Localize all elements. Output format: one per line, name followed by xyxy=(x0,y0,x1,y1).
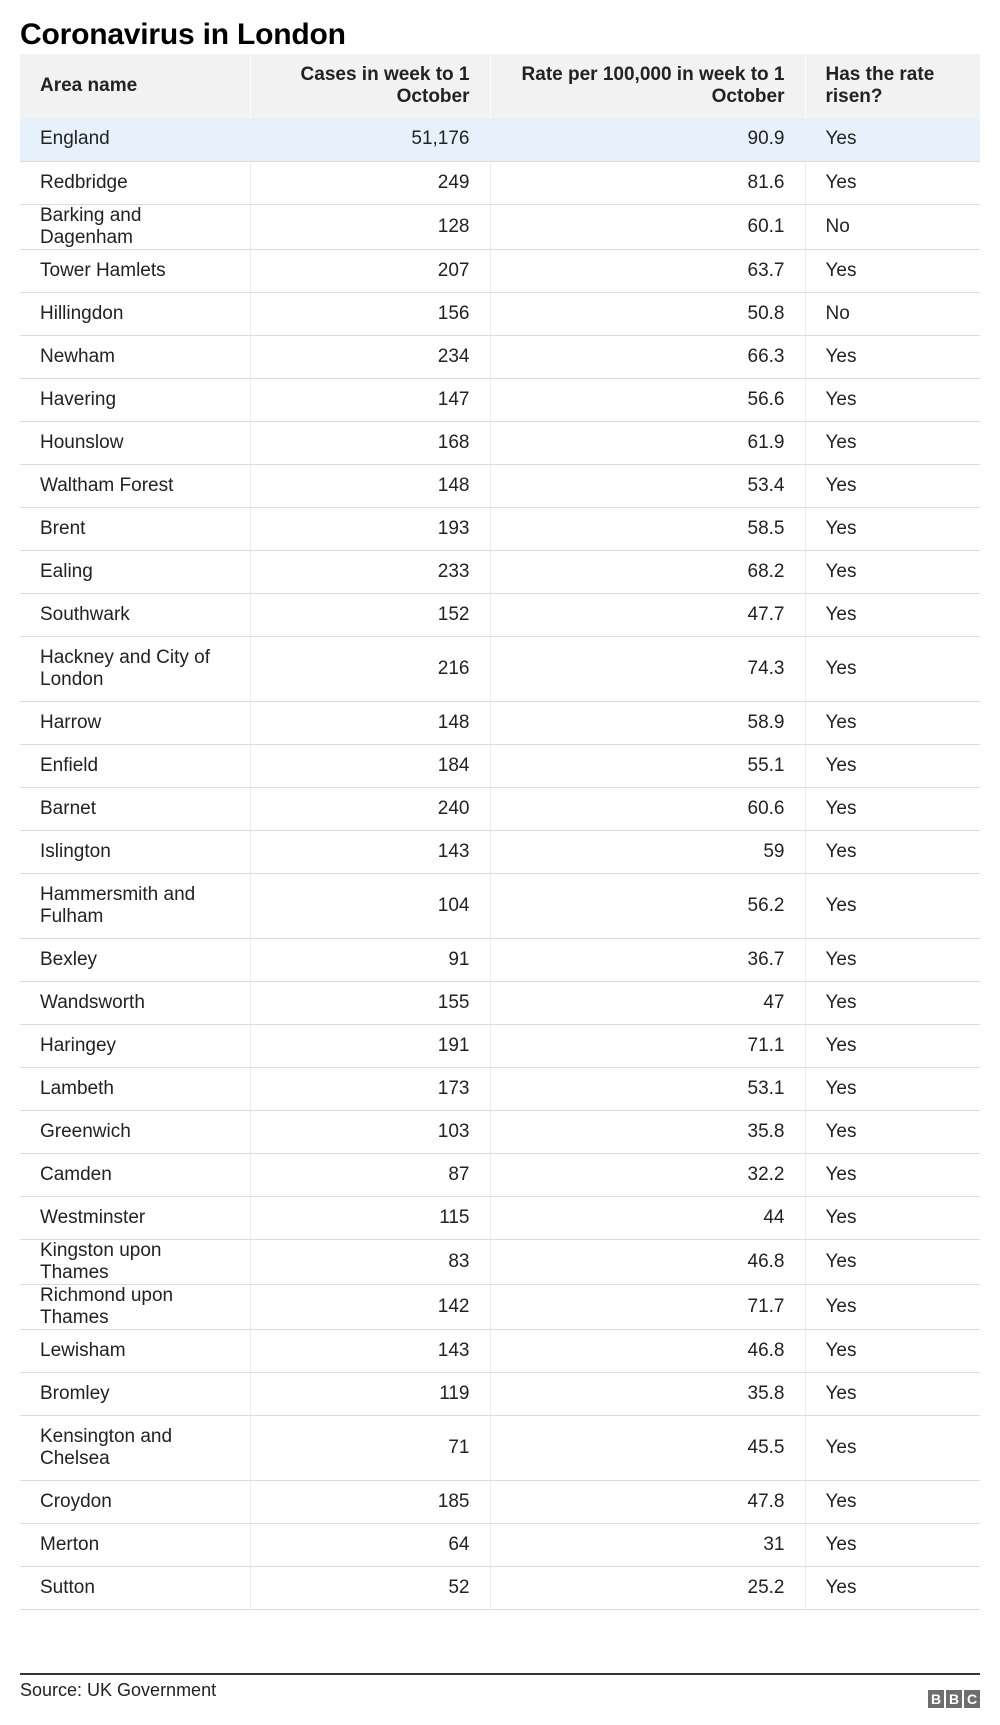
cell-cases: 143 xyxy=(250,1329,490,1372)
cell-rate-risen: Yes xyxy=(805,550,980,593)
table-row xyxy=(20,292,980,335)
cell-cases: 52 xyxy=(250,1566,490,1609)
cell-rate: 90.9 xyxy=(490,118,805,161)
cell-area-name: England xyxy=(20,118,250,161)
cell-area-name: Kensington and Chelsea xyxy=(20,1415,250,1480)
table-row xyxy=(20,161,980,204)
cell-rate-risen: Yes xyxy=(805,830,980,873)
cell-area-name: Harrow xyxy=(20,701,250,744)
cell-area-name: Waltham Forest xyxy=(20,464,250,507)
footer-divider xyxy=(20,1673,980,1675)
cell-area-name: Greenwich xyxy=(20,1110,250,1153)
cell-cases: 249 xyxy=(250,161,490,204)
table-row xyxy=(20,1284,980,1329)
cell-rate: 50.8 xyxy=(490,292,805,335)
bbc-logo-letter: C xyxy=(964,1690,980,1708)
cell-rate: 55.1 xyxy=(490,744,805,787)
cell-cases: 240 xyxy=(250,787,490,830)
cell-rate-risen: Yes xyxy=(805,1024,980,1067)
cell-rate: 35.8 xyxy=(490,1372,805,1415)
cell-rate: 66.3 xyxy=(490,335,805,378)
cell-rate: 58.9 xyxy=(490,701,805,744)
cell-area-name: Brent xyxy=(20,507,250,550)
table-row xyxy=(20,204,980,249)
table-row xyxy=(20,1196,980,1239)
cell-cases: 207 xyxy=(250,249,490,292)
cell-cases: 83 xyxy=(250,1239,490,1284)
cell-rate: 53.4 xyxy=(490,464,805,507)
data-table-container xyxy=(20,54,980,1610)
cell-rate: 46.8 xyxy=(490,1329,805,1372)
cell-rate-risen: Yes xyxy=(805,636,980,701)
cell-cases: 233 xyxy=(250,550,490,593)
cell-area-name: Islington xyxy=(20,830,250,873)
cell-cases: 51,176 xyxy=(250,118,490,161)
table-row xyxy=(20,1153,980,1196)
table-row xyxy=(20,1480,980,1523)
table-row xyxy=(20,1110,980,1153)
table-row xyxy=(20,1523,980,1566)
cell-cases: 193 xyxy=(250,507,490,550)
cell-rate-risen: Yes xyxy=(805,1523,980,1566)
cell-area-name: Ealing xyxy=(20,550,250,593)
column-header-cases: Cases in week to 1 October xyxy=(250,54,490,118)
cell-rate-risen: Yes xyxy=(805,378,980,421)
table-row xyxy=(20,335,980,378)
cell-cases: 64 xyxy=(250,1523,490,1566)
cell-cases: 91 xyxy=(250,938,490,981)
cell-area-name: Hounslow xyxy=(20,421,250,464)
cell-rate-risen: Yes xyxy=(805,744,980,787)
cell-cases: 147 xyxy=(250,378,490,421)
cell-rate-risen: Yes xyxy=(805,507,980,550)
cell-rate: 81.6 xyxy=(490,161,805,204)
cell-rate: 59 xyxy=(490,830,805,873)
cell-rate: 61.9 xyxy=(490,421,805,464)
column-header-rate: Rate per 100,000 in week to 1 October xyxy=(490,54,805,118)
data-table xyxy=(20,54,980,1610)
cell-rate: 71.1 xyxy=(490,1024,805,1067)
cell-rate: 68.2 xyxy=(490,550,805,593)
cell-rate-risen: Yes xyxy=(805,1196,980,1239)
cell-rate-risen: Yes xyxy=(805,1566,980,1609)
table-row xyxy=(20,507,980,550)
cell-rate-risen: Yes xyxy=(805,1480,980,1523)
cell-area-name: Bromley xyxy=(20,1372,250,1415)
cell-rate: 74.3 xyxy=(490,636,805,701)
bbc-logo xyxy=(928,1690,980,1708)
cell-cases: 191 xyxy=(250,1024,490,1067)
table-row xyxy=(20,118,980,161)
bbc-logo-letter: B xyxy=(928,1690,944,1708)
table-row xyxy=(20,1566,980,1609)
cell-area-name: Camden xyxy=(20,1153,250,1196)
cell-area-name: Enfield xyxy=(20,744,250,787)
cell-rate: 46.8 xyxy=(490,1239,805,1284)
cell-rate-risen: Yes xyxy=(805,593,980,636)
cell-area-name: Hackney and City of London xyxy=(20,636,250,701)
cell-rate: 47 xyxy=(490,981,805,1024)
table-row xyxy=(20,593,980,636)
cell-rate: 32.2 xyxy=(490,1153,805,1196)
cell-area-name: Merton xyxy=(20,1523,250,1566)
cell-rate: 35.8 xyxy=(490,1110,805,1153)
column-header-area-name: Area name xyxy=(20,54,250,118)
cell-cases: 87 xyxy=(250,1153,490,1196)
cell-area-name: Lewisham xyxy=(20,1329,250,1372)
cell-area-name: Bexley xyxy=(20,938,250,981)
cell-cases: 128 xyxy=(250,204,490,249)
cell-area-name: Hillingdon xyxy=(20,292,250,335)
cell-cases: 103 xyxy=(250,1110,490,1153)
cell-rate-risen: Yes xyxy=(805,421,980,464)
cell-rate-risen: Yes xyxy=(805,1153,980,1196)
cell-cases: 142 xyxy=(250,1284,490,1329)
source-note: Source: UK Government xyxy=(20,1680,217,1700)
cell-area-name: Richmond upon Thames xyxy=(20,1284,250,1329)
cell-rate: 47.8 xyxy=(490,1480,805,1523)
cell-rate-risen: Yes xyxy=(805,873,980,938)
cell-cases: 148 xyxy=(250,701,490,744)
cell-rate: 63.7 xyxy=(490,249,805,292)
cell-cases: 104 xyxy=(250,873,490,938)
table-row xyxy=(20,550,980,593)
cell-area-name: Lambeth xyxy=(20,1067,250,1110)
table-row xyxy=(20,378,980,421)
cell-area-name: Barnet xyxy=(20,787,250,830)
cell-area-name: Kingston upon Thames xyxy=(20,1239,250,1284)
cell-cases: 119 xyxy=(250,1372,490,1415)
cell-rate-risen: Yes xyxy=(805,161,980,204)
cell-cases: 234 xyxy=(250,335,490,378)
table-row xyxy=(20,249,980,292)
cell-cases: 184 xyxy=(250,744,490,787)
cell-rate-risen: No xyxy=(805,204,980,249)
cell-area-name: Haringey xyxy=(20,1024,250,1067)
bbc-logo-letter: B xyxy=(946,1690,962,1708)
cell-rate: 31 xyxy=(490,1523,805,1566)
cell-area-name: Havering xyxy=(20,378,250,421)
cell-area-name: Westminster xyxy=(20,1196,250,1239)
cell-rate-risen: Yes xyxy=(805,1067,980,1110)
table-row xyxy=(20,421,980,464)
cell-rate-risen: Yes xyxy=(805,249,980,292)
column-header-rate-risen: Has the rate risen? xyxy=(805,54,980,118)
table-body xyxy=(20,118,980,1609)
cell-area-name: Barking and Dagenham xyxy=(20,204,250,249)
cell-rate: 71.7 xyxy=(490,1284,805,1329)
cell-rate: 60.1 xyxy=(490,204,805,249)
cell-rate: 44 xyxy=(490,1196,805,1239)
cell-area-name: Sutton xyxy=(20,1566,250,1609)
cell-area-name: Tower Hamlets xyxy=(20,249,250,292)
table-row xyxy=(20,830,980,873)
cell-cases: 185 xyxy=(250,1480,490,1523)
cell-rate-risen: Yes xyxy=(805,981,980,1024)
cell-rate-risen: No xyxy=(805,292,980,335)
cell-cases: 155 xyxy=(250,981,490,1024)
cell-rate-risen: Yes xyxy=(805,787,980,830)
table-row xyxy=(20,787,980,830)
cell-rate-risen: Yes xyxy=(805,938,980,981)
table-header-row xyxy=(20,54,980,118)
cell-rate: 60.6 xyxy=(490,787,805,830)
cell-area-name: Redbridge xyxy=(20,161,250,204)
cell-rate: 56.6 xyxy=(490,378,805,421)
cell-rate-risen: Yes xyxy=(805,118,980,161)
cell-rate-risen: Yes xyxy=(805,335,980,378)
cell-area-name: Southwark xyxy=(20,593,250,636)
cell-rate-risen: Yes xyxy=(805,1329,980,1372)
table-row xyxy=(20,1329,980,1372)
cell-rate: 58.5 xyxy=(490,507,805,550)
cell-rate-risen: Yes xyxy=(805,1372,980,1415)
cell-area-name: Newham xyxy=(20,335,250,378)
cell-area-name: Wandsworth xyxy=(20,981,250,1024)
cell-rate-risen: Yes xyxy=(805,1110,980,1153)
cell-cases: 168 xyxy=(250,421,490,464)
cell-rate: 25.2 xyxy=(490,1566,805,1609)
cell-cases: 71 xyxy=(250,1415,490,1480)
cell-cases: 216 xyxy=(250,636,490,701)
cell-rate: 47.7 xyxy=(490,593,805,636)
cell-rate: 56.2 xyxy=(490,873,805,938)
table-row xyxy=(20,1067,980,1110)
cell-rate-risen: Yes xyxy=(805,464,980,507)
table-row xyxy=(20,464,980,507)
cell-rate-risen: Yes xyxy=(805,701,980,744)
cell-rate: 53.1 xyxy=(490,1067,805,1110)
table-row xyxy=(20,744,980,787)
table-row xyxy=(20,1024,980,1067)
table-row xyxy=(20,938,980,981)
chart-title: Coronavirus in London xyxy=(20,18,346,51)
cell-cases: 156 xyxy=(250,292,490,335)
cell-area-name: Croydon xyxy=(20,1480,250,1523)
table-row xyxy=(20,701,980,744)
table-row xyxy=(20,1372,980,1415)
cell-rate-risen: Yes xyxy=(805,1239,980,1284)
table-row xyxy=(20,1415,980,1480)
table-row xyxy=(20,873,980,938)
cell-rate: 36.7 xyxy=(490,938,805,981)
cell-cases: 143 xyxy=(250,830,490,873)
cell-rate: 45.5 xyxy=(490,1415,805,1480)
cell-cases: 152 xyxy=(250,593,490,636)
cell-cases: 173 xyxy=(250,1067,490,1110)
table-row xyxy=(20,636,980,701)
table-row xyxy=(20,981,980,1024)
table-row xyxy=(20,1239,980,1284)
cell-area-name: Hammersmith and Fulham xyxy=(20,873,250,938)
cell-rate-risen: Yes xyxy=(805,1415,980,1480)
cell-cases: 115 xyxy=(250,1196,490,1239)
cell-cases: 148 xyxy=(250,464,490,507)
cell-rate-risen: Yes xyxy=(805,1284,980,1329)
